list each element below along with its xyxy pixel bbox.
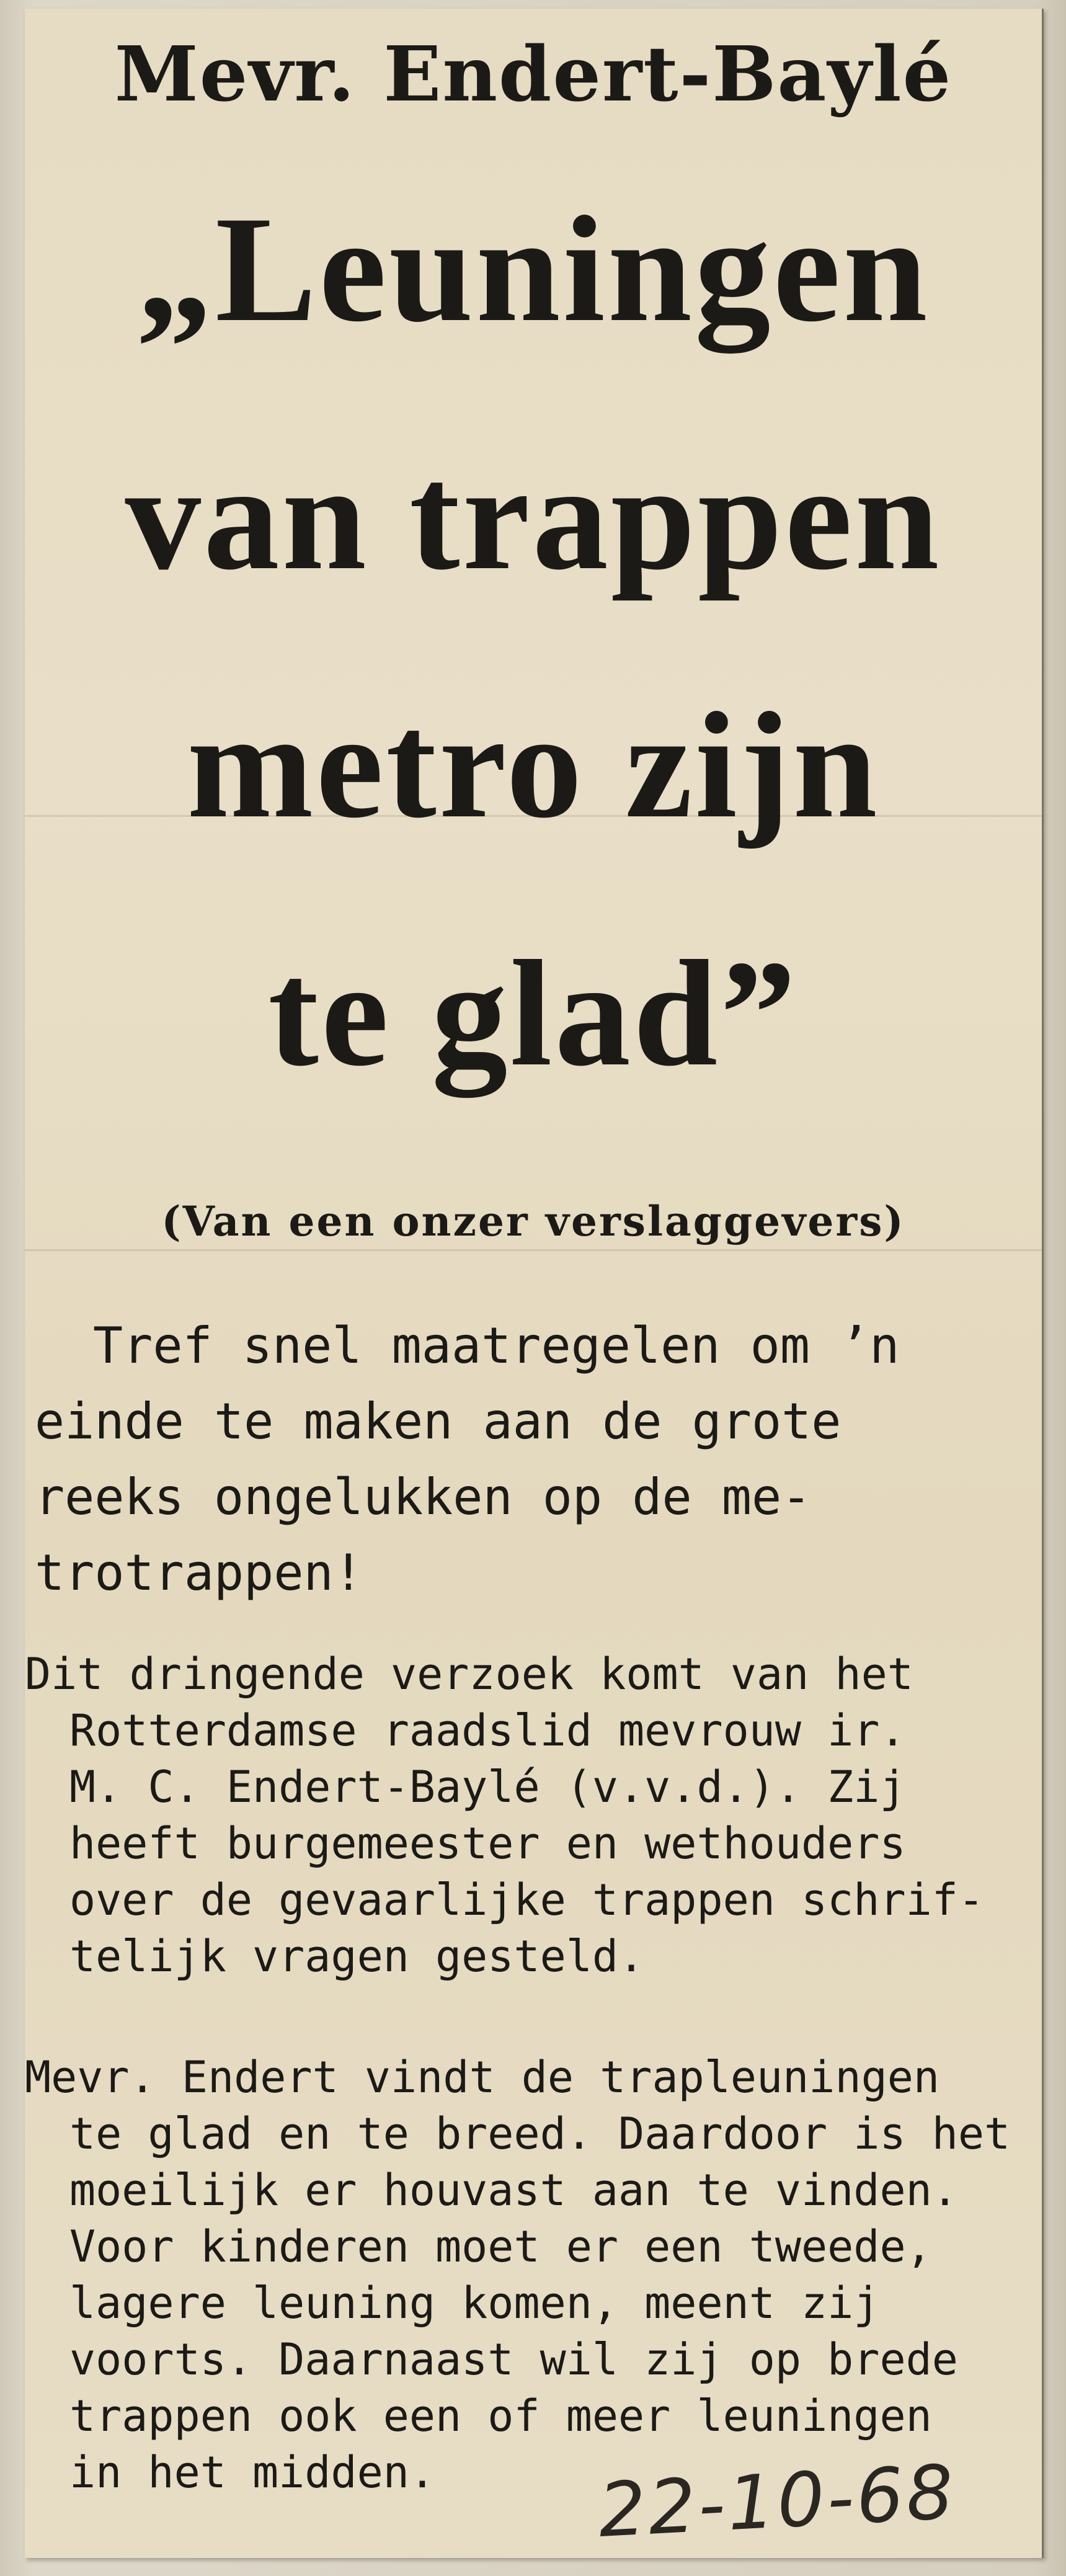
body-line: te glad en te breed. Daardoor is het [69,2108,1011,2159]
body-line: Voor kinderen moet er een tweede, [69,2221,932,2272]
body-line: over de gevaarlijke trappen schrif- [69,1874,985,1925]
headline-line: metro zijn [187,681,880,849]
headline-line: te glad” [268,929,799,1097]
body-line: moeilijk er houvast aan te vinden. [69,2165,958,2216]
lead-line: Tref snel maatregelen om ’n [93,1317,900,1375]
body-line: lagere leuning komen, meent zij [69,2278,880,2329]
body-line: Dit dringende verzoek komt van het [25,1649,913,1700]
body-line: Mevr. Endert vindt de trapleuningen [25,2052,940,2103]
body-line: trappen ook een of meer leuningen [69,2391,932,2441]
lead-line: einde te maken aan de grote [35,1393,842,1450]
body-line: M. C. Endert-Baylé (v.v.d.). Zij [69,1762,906,1812]
body-line: heeft burgemeester en wethouders [69,1818,906,1869]
body-line: voorts. Daarnaast wil zij op brede [69,2334,958,2385]
body-line: telijk vragen gesteld. [69,1931,645,1982]
kicker: Mevr. Endert-Baylé [114,29,953,118]
lead-line: reeks ongelukken op de me- [35,1468,812,1526]
handwritten-date: 22-10-68 [596,2449,958,2554]
body-line: in het midden. [69,2447,436,2498]
headline-line: „Leuningen [136,185,930,353]
headline-line: van trappen [125,433,942,601]
headline [25,145,1042,1138]
body-line: Rotterdamse raadslid mevrouw ir. [69,1705,906,1756]
newspaper-clipping [25,9,1044,2558]
lead-line: trotrappen! [35,1544,363,1602]
byline: (Van een onzer verslaggevers) [161,1197,905,1246]
